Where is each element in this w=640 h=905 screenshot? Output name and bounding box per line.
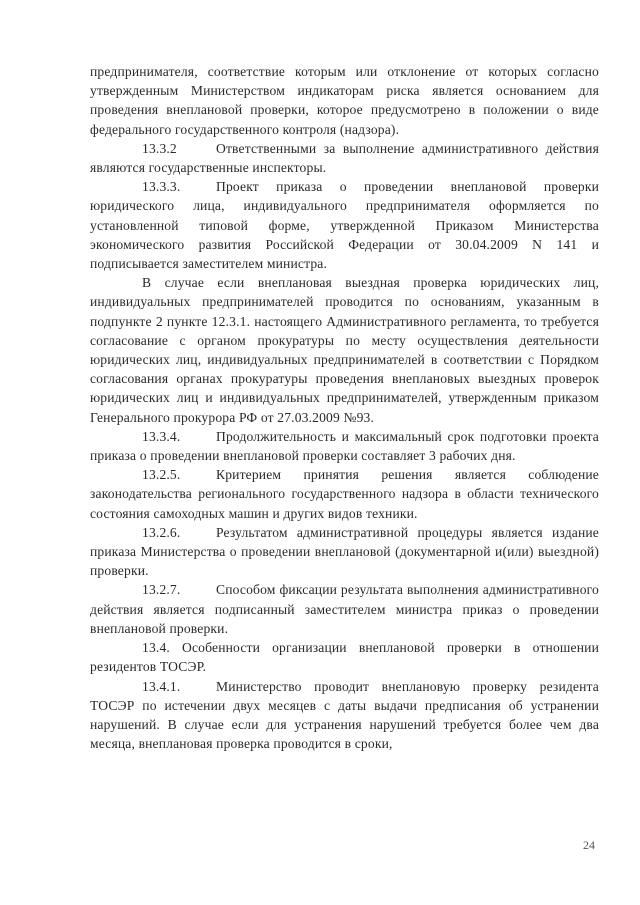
paragraph-text: Ответственными за выполнение административного действия являются государственные инспекторы. bbox=[90, 140, 599, 176]
paragraph-text: Проект приказа о проведении внеплановой проверки юридического лица, индивидуального предпринимателя оформляется по установленной типовой форме, утвержденной Приказом Министерства экономического развития Российской Федерации от 30.04.2009 N 141 и подписывается заместителем министра. bbox=[90, 179, 599, 272]
paragraph-13-2-5 bbox=[90, 465, 599, 523]
paragraph-text: Критерием принятия решения является соблюдение законодательства регионального государственного надзора в области технического состояния самоходных машин и других видов техники. bbox=[90, 467, 599, 521]
paragraph-13-4-heading bbox=[90, 638, 599, 676]
paragraph-13-3-4 bbox=[90, 427, 599, 465]
paragraph-13-4-1 bbox=[90, 677, 599, 754]
paragraph-prosecutor-approval bbox=[90, 273, 599, 427]
paragraph-text: В случае если внеплановая выездная проверка юридических лиц, индивидуальных предпринимателей проводится по основаниям, указанным в подпункте 2 пункте 12.3.1. настоящего Административного регламента, то требуется согласование с органом прокуратуры по месту осуществления деятельности юридических лиц, индивидуальных предпринимателей в соответствии с Порядком согласования органах прокуратуры проведения внеплановых выездных проверок юридических лиц и индивидуальных предпринимателей, утвержденным приказом Генерального прокурора РФ от 27.03.2009 №93. bbox=[90, 275, 599, 425]
clause-number: 13.2.7. bbox=[142, 582, 181, 598]
paragraph-13-2-7 bbox=[90, 580, 599, 638]
paragraph-13-2-6 bbox=[90, 523, 599, 581]
clause-number: 13.4.1. bbox=[142, 678, 181, 694]
paragraph-text: 13.4. Особенности организации внеплановой проверки в отношении резидентов ТОСЭР. bbox=[90, 640, 599, 675]
paragraph-13-3-3 bbox=[90, 177, 599, 273]
body-text bbox=[90, 62, 599, 753]
paragraph-text: Способом фиксации результата выполнения административного действия является подписанный заместителем министра приказ о проведении внеплановой проверки. bbox=[90, 582, 599, 636]
page-number: 24 bbox=[583, 838, 595, 852]
paragraph-text: Министерство проводит внеплановую проверку резидента ТОСЭР по истечении двух месяцев с даты выдачи предписания об устранении нарушений. В случае если для устранения нарушений требуется более чем два месяца, внеплановая проверка проводится в сроки, bbox=[90, 678, 599, 752]
paragraph-13-3-2 bbox=[90, 139, 599, 177]
clause-number: 13.2.5. bbox=[142, 467, 181, 483]
clause-number: 13.3.2 bbox=[142, 140, 177, 156]
clause-number: 13.3.4. bbox=[142, 428, 181, 444]
clause-number: 13.2.6. bbox=[142, 524, 181, 540]
paragraph-text: предпринимателя, соответствие которым или отклонение от которых согласно утвержденным Министерством индикаторам риска является основанием для проведения внеплановой проверки, которое предусмотрено в положении о виде федерального государственного контроля (надзора). bbox=[90, 64, 599, 137]
paragraph-text: Продолжительность и максимальный срок подготовки проекта приказа о проведении внеплановой проверки составляет 3 рабочих дня. bbox=[90, 428, 599, 464]
paragraph-continuation bbox=[90, 62, 599, 139]
clause-number: 13.3.3. bbox=[142, 179, 181, 195]
paragraph-text: Результатом административной процедуры является издание приказа Министерства о проведении внеплановой (документарной и(или) выездной) проверки. bbox=[90, 524, 599, 579]
